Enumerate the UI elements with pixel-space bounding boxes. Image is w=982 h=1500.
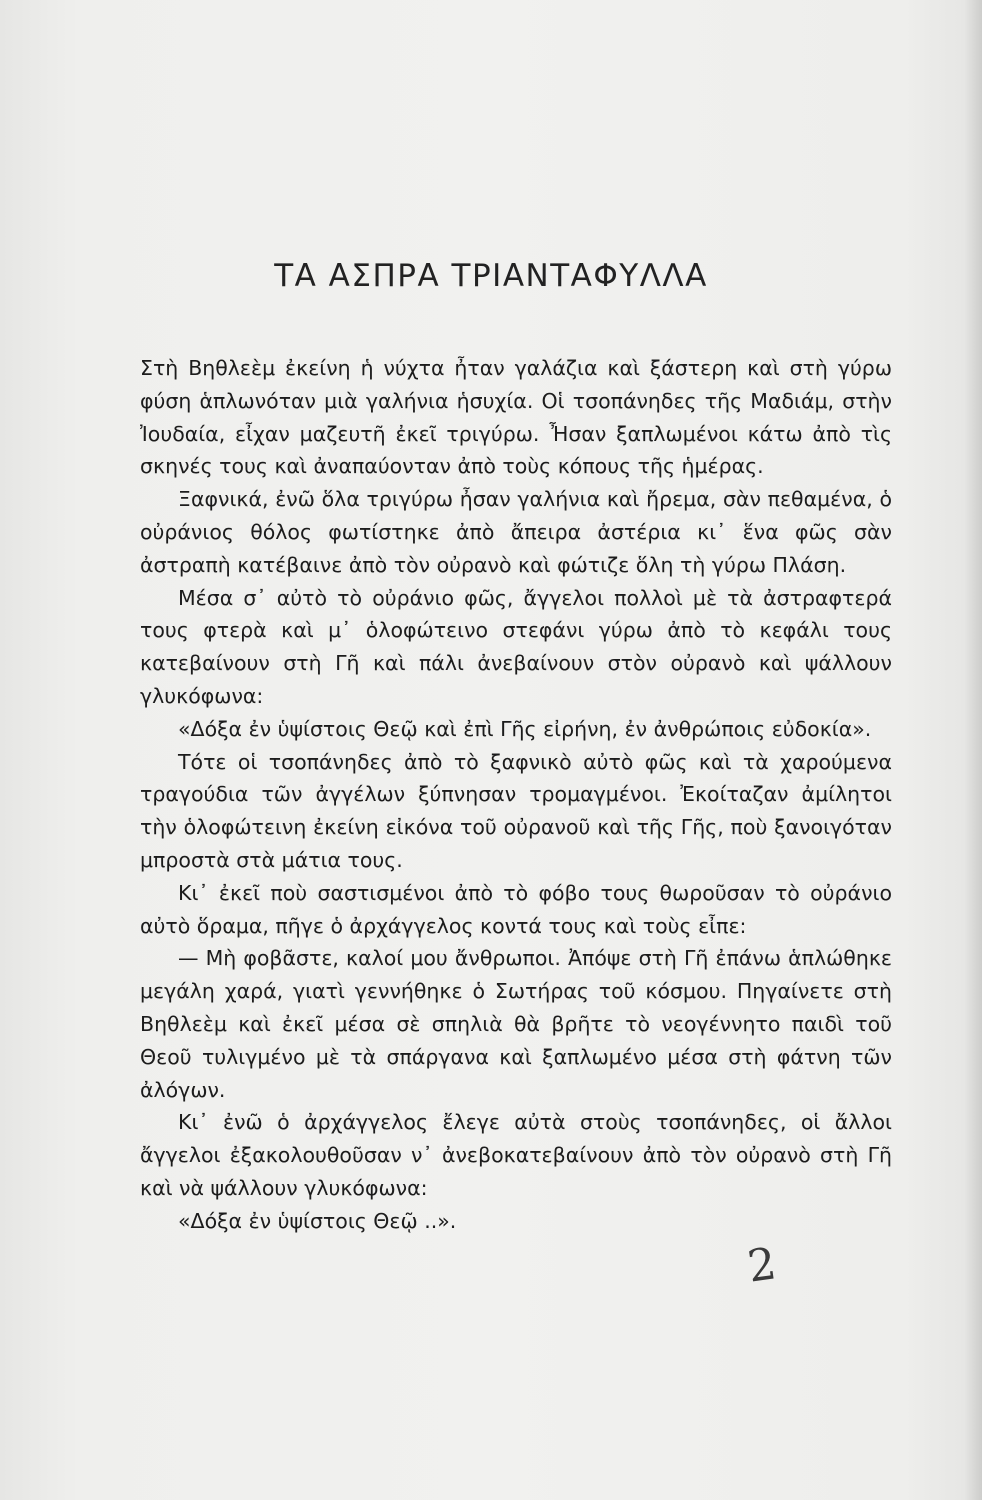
paragraph-6: Κι᾽ ἐκεῖ ποὺ σαστισμένοι ἀπὸ τὸ φόβο τους θωροῦσαν τὸ οὐράνιο αὐτὸ ὅραμα, πῆγε ὁ ἀρχάγγελος κοντά τους καὶ τοὺς εἶπε: [140,880,892,938]
paragraph-5: Τότε οἱ τσοπάνηδες ἀπὸ τὸ ξαφνικὸ αὐτὸ φῶς καὶ τὰ χαρούμενα τραγούδια τῶν ἀγγέλων ξύπνησαν τρομαγμένοι. Ἐκοίταζαν ἀμίλητοι τὴν ὁλοφώτεινη ἐκείνη εἰκόνα τοῦ οὐρανοῦ καὶ τῆς Γῆς, ποὺ ξανοιγόταν μπροστὰ στὰ μάτια τους. [140,749,892,872]
paragraph-4-quote: «Δόξα ἐν ὑψίστοις Θεῷ καὶ ἐπὶ Γῆς εἰρήνη, ἐν ἀνθρώποις εὐδοκία». [178,716,872,741]
paragraph-3: Μέσα σ᾽ αὐτὸ τὸ οὐράνιο φῶς, ἄγγελοι πολλοὶ μὲ τὰ ἀστραφτερά τους φτερὰ καὶ μ᾽ ὁλοφώτεινο στεφάνι γύρω ἀπὸ τὸ κεφάλι τους κατεβαίνουν στὴ Γῆ καὶ πάλι ἀνεβαίνουν στὸν οὐρανὸ καὶ ψάλλουν γλυκόφωνα: [140,585,892,708]
paragraph-1: Στὴ Βηθλεὲμ ἐκείνη ἡ νύχτα ἦταν γαλάζια καὶ ξάστερη καὶ στὴ γύρω φύση ἁπλωνόταν μιὰ γαλήνια ἡσυχία. Οἱ τσοπάνηδες τῆς Μαδιάμ, στὴν Ἰουδαία, εἶχαν μαζευτῆ ἐκεῖ τριγύρω. Ἦσαν ξαπλωμένοι κάτω ἀπὸ τὶς σκηνές τους καὶ ἀναπαύονταν ἀπὸ τοὺς κόπους τῆς ἡμέρας. [140,356,892,479]
paragraph-7-dialogue: — Μὴ φοβᾶστε, καλοί μου ἄνθρωποι. Ἀπόψε στὴ Γῆ ἐπάνω ἁπλώθηκε μεγάλη χαρά, γιατὶ γεννήθηκε ὁ Σωτήρας τοῦ κόσμου. Πηγαίνετε στὴ Βηθλεὲμ καὶ ἐκεῖ μέσα σὲ σπηλιὰ θὰ βρῆτε τὸ νεογέννητο παιδὶ τοῦ Θεοῦ τυλιγμένο μὲ τὰ σπάργανα καὶ ξαπλωμένο μέσα στὴ φάτνη τῶν ἀλόγων. [140,946,892,1102]
chapter-body [140,352,892,1238]
chapter-title: ΤΑ ΑΣΠΡΑ ΤΡΙΑΝΤΑΦΥΛΛΑ [274,258,708,294]
page-edge-shadow [964,0,982,1500]
paragraph-2: Ξαφνικά, ἐνῶ ὅλα τριγύρω ἦσαν γαλήνια καὶ ἤρεμα, σὰν πεθαμένα, ὁ οὐράνιος θόλος φωτίστηκε ἀπὸ ἄπειρα ἀστέρια κι᾽ ἕνα φῶς σὰν ἀστραπὴ κατέβαινε ἀπὸ τὸν οὐρανὸ καὶ φώτιζε ὅλη τὴ γύρω Πλάση. [140,487,892,577]
paragraph-9-quote: «Δόξα ἐν ὑψίστοις Θεῷ ..». [178,1208,457,1233]
paragraph-8: Κι᾽ ἐνῶ ὁ ἀρχάγγελος ἔλεγε αὐτὰ στοὺς τσοπάνηδες, οἱ ἄλλοι ἄγγελοι ἐξακολουθοῦσαν ν᾽ ἀνεβοκατεβαίνουν ἀπὸ τὸν οὐρανὸ στὴ Γῆ καὶ νὰ ψάλλουν γλυκόφωνα: [140,1110,892,1200]
handwritten-page-mark: 2 [744,1238,780,1293]
